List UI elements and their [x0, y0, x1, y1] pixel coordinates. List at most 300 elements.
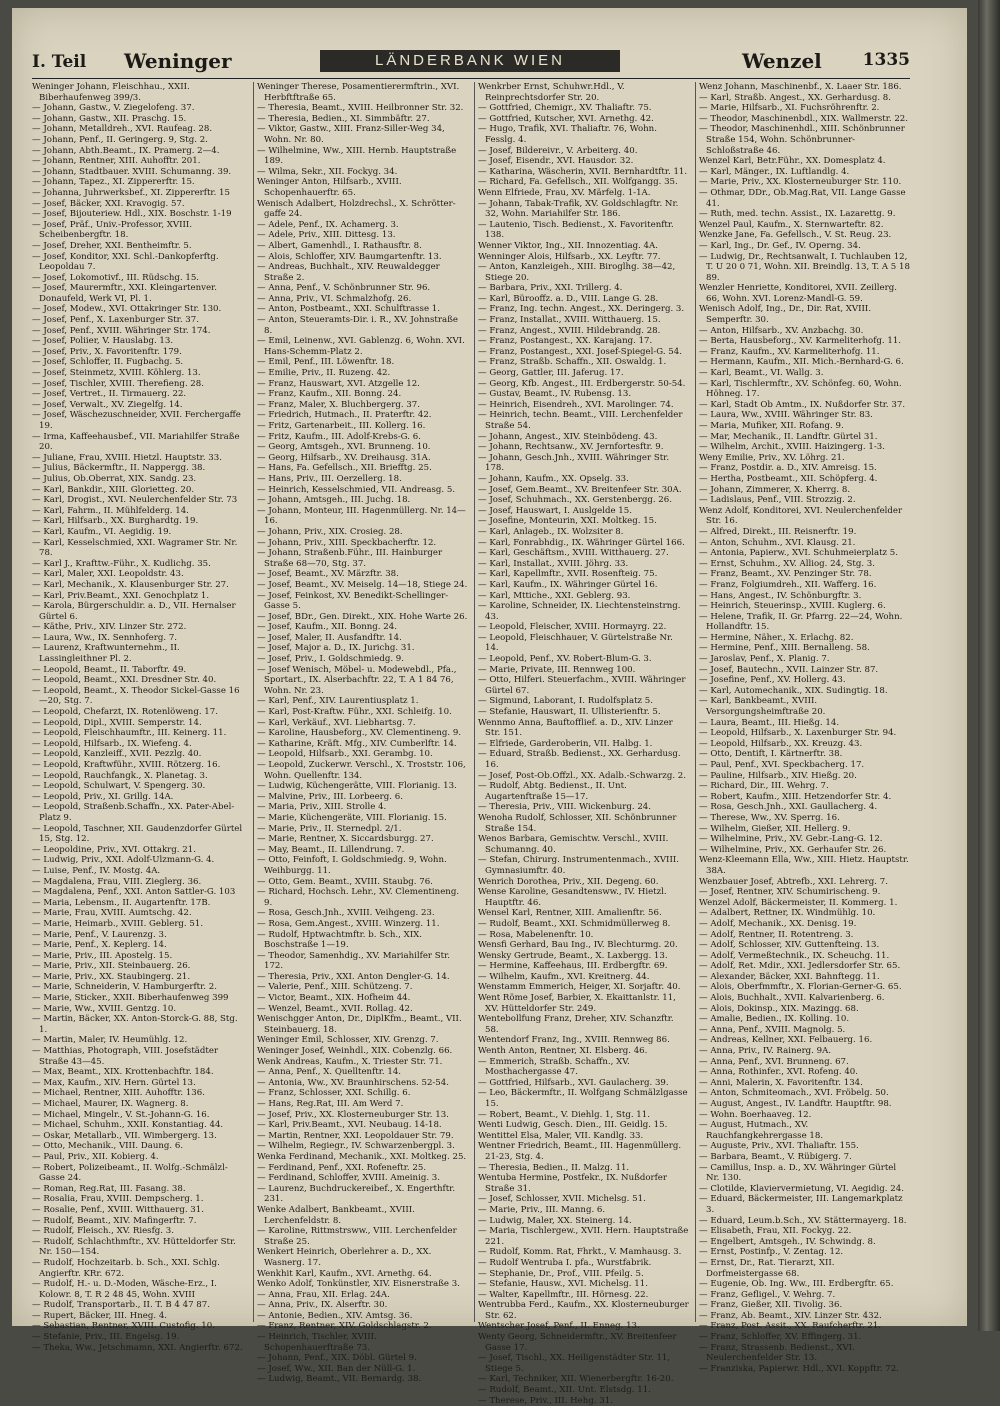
directory-entry: — Leopold, Penf., XV. Robert-Blum-G. 3. — [478, 654, 652, 665]
directory-entry: — Josef, Schloffer, II. Fugbachg. 5. — [32, 357, 184, 368]
directory-entry: — Karl, Fahrm., II. Mühlfelderg. 14. — [32, 505, 189, 516]
directory-entry: — Theodor, Samenhdig., XV. Mariahilfer Str. 172. — [257, 950, 450, 972]
directory-entry: — Hermine, Penf., XIII. Bernalleng. 58. — [699, 643, 870, 654]
directory-entry: — Leopold, Hilfsarb., X. Laxenburger Str. 94. — [699, 728, 897, 739]
directory-entry: — Anna, Penf., XVIII. Magnolg. 5. — [699, 1024, 846, 1035]
directory-entry: — Wilhelmine, Ww., XIII. Hernb. Hauptstraße 189. — [257, 145, 457, 167]
directory-entry: — Johann, Metalldreh., XVI. Raufeag. 28. — [32, 124, 213, 135]
directory-entry: — Karoline, Schneider, IX. Liechtensteinstrng. 43. — [478, 601, 681, 622]
directory-entry: — Josef, Tischler, XVIII. Therefieng. 28. — [32, 378, 204, 389]
directory-entry: — Heinrich, Eisendreh., XVI. Marolinger. 74. — [478, 399, 674, 410]
directory-entry: — Michael, Mingelr., V. St.-Johann-G. 16. — [32, 1109, 210, 1120]
directory-entry: — Karl, Penf., XIV. Laurentiusplatz 1. — [257, 696, 419, 707]
directory-entry: — Hans, Reg.Rat, III. Am Werd 7. — [257, 1099, 404, 1109]
directory-entry: — Franz, Maler, X. Bluchbergerg. 37. — [257, 399, 420, 410]
directory-entry: — Rudolf, Abtg. Bedienst., II. Unt. Augartenftraße 15—17. — [478, 781, 627, 802]
directory-entry: — Maria, Tischlergew., XVII. Hern. Hauptstraße 221. — [478, 1226, 689, 1247]
directory-entry: — Josefine, Penf., XV. Hollerg. 43. — [699, 675, 846, 686]
directory-entry: — Johann, Rechtsanw., XV. Jernfortesftr. 9. — [478, 442, 664, 453]
directory-entry: Wenzbauer Josef, Abtrefb., XXI. Lehrerg. 7. — [699, 876, 888, 887]
column-4 — [695, 82, 910, 1374]
directory-entry: Wenkrber Ernst, Schuhwr.Hdl., V. Reinprechtsdorfer Str. 20. — [478, 82, 625, 103]
directory-entry: — Eugenie, Ob. Ing. Ww., III. Erdbergftr. 65. — [699, 1279, 894, 1290]
directory-entry: — Anna, Priv., IX. Alserftr. 30. — [257, 1300, 388, 1311]
directory-entry: — Malvine, Priv., III. Lorbeerg. 6. — [257, 791, 403, 802]
directory-entry: — Anna, Frau, XII. Erlag. 24A. — [257, 1289, 390, 1300]
directory-entry: — Marie, Private, III. Rennweg 100. — [478, 664, 636, 675]
directory-entry: — Adolf, Ret. Mdir., XXI. Jedlersdorfer Str. 65. — [699, 961, 901, 972]
directory-entry: — Marie, Penf., X. Keplerg. 14. — [32, 940, 167, 951]
directory-entry: — Juliane, Frau, XVIII. Hietzl. Hauptstr. 33. — [32, 452, 222, 463]
directory-entry: — Leopold, Taschner, XII. Gaudenzdorfer Gürtel 15, Stg. 12. — [32, 823, 243, 845]
directory-entry: Wenzler Henriette, Konditorei, XVII. Zeillerg. 66, Wohn. XVI. Lorenz-Mandl-G. 59. — [699, 283, 897, 304]
directory-entry: — Josef, Schlosser, XVII. Michelsg. 51. — [478, 1194, 646, 1205]
directory-entry: — Heinrich, Tischler, XVIII. Schopenhauerftraße 73. — [257, 1332, 377, 1353]
directory-entry: — Johann, Gesch.Jnh., XVIII. Währinger Str. 178. — [478, 452, 670, 474]
directory-entry: — Barbara, Priv., XXI. Trillerg. 4. — [478, 283, 623, 294]
directory-entry: — Maria, Mufiker, XII. Rofang. 9. — [699, 421, 844, 431]
directory-entry: — Rosalie, Penf., XVIII. Witthauerg. 31. — [32, 1204, 204, 1215]
directory-entry: — Antonie, Bedien., XIV. Amtsg. 36. — [257, 1310, 413, 1321]
directory-entry: — Karl, Tischlermftr., XV. Schönfeg. 60, Wohn. Höhneg. 17. — [699, 378, 902, 400]
directory-entry: Wenzke Jane, Fa. Gefellsch., V. St. Reug. 23. — [699, 230, 892, 241]
directory-entry: — Leopold, Schulwart, V. Spengerg. 30. — [32, 781, 206, 792]
directory-entry: — Leopold, Beamt., XXI. Dresdner Str. 40. — [32, 675, 217, 686]
directory-entry: — August, Hutmach., XV. Rauchfangkehrergasse 18. — [699, 1120, 824, 1141]
directory-entry: — Josef, Bijouteriew. Hdl., XIX. Boschstr. 1-19 — [32, 209, 232, 220]
directory-entry: — Johann, Stadtbauer. XVIII. Schumanng. 39. — [32, 166, 232, 177]
directory-entry: — Franz, Gefligel., V. Wehrg. 7. — [699, 1289, 836, 1300]
directory-entry: — Wilhelmine, Priv., XV. Gebr.-Lang-G. 12. — [699, 834, 883, 845]
directory-entry: — Leopold, Chefarzt, IX. Rotenlöweng. 17. — [32, 707, 218, 718]
directory-entry: — Johann, Tabak-Trafik, XV. Goldschlagftr. Nr. 32, Wohn. Mariahilfer Str. 186. — [478, 198, 679, 220]
directory-entry: Wenos Barbara, Gemischtw. Verschl., XVIII. Schumanng. 40. — [478, 834, 669, 855]
directory-entry: — Josefine, Monteurin, XXI. Moltkeg. 15. — [478, 516, 657, 527]
directory-entry: — Maria, Lebensm., II. Augartenftr. 17B. — [32, 897, 211, 908]
directory-entry: — Franz, Kaufm., XII. Bonng. 24. — [257, 389, 402, 400]
directory-entry: — Alois, Buchhalt., XVII. Kalvarienberg. 6. — [699, 993, 885, 1004]
directory-entry: — Josef, BDr., Gen. Direkt., XIX. Hohe Warte 26. — [257, 611, 468, 622]
column-3 — [474, 82, 689, 1406]
page-number: 1335 — [862, 50, 910, 70]
directory-entry: — Theodor, Maschinenhdl., XIII. Schönbrunner Straße 154, Wohn. Schönbrunner-Schloßstraße 46. — [699, 124, 905, 156]
directory-entry: Wenke Adalbert, Bankbeamt., XVIII. Lerchenfeldstr. 8. — [257, 1204, 415, 1226]
directory-entry: — Leopold, Fleischhauer, V. Gürtelstraße Nr. 14. — [478, 632, 673, 654]
directory-entry: — Karoline, Rittmstrsww., VIII. Lerchenfelder Straße 25. — [257, 1226, 457, 1247]
directory-entry: — Karl, Maler, XXI. Leopoldstr. 43. — [32, 569, 184, 580]
directory-entry: — Marie, Priv., III. Manng. 6. — [478, 1204, 606, 1215]
directory-entry: — Antonia, Ww., XV. Braunhirschens. 52-54. — [257, 1077, 449, 1088]
directory-entry: — Barbara, Beamt., V. Rübigerg. 7. — [699, 1151, 852, 1162]
directory-entry: — Lautenio, Tisch. Bedienst., X. Favoritenftr. 138. — [478, 219, 674, 241]
directory-entry: — Johanna, Juhrwerksbef., XI. Zippererftr. 15 — [32, 187, 230, 198]
directory-entry: Wenth Anton, Rentner, XI. Elsberg. 46. — [478, 1046, 648, 1057]
directory-entry: — Josef, Major a. D., IX. Jurichg. 31. — [257, 643, 415, 654]
directory-entry: — Johann, Zimmerer, X. Kherrg. 8. — [699, 484, 851, 495]
directory-entry: — Elisabeth, Frau, XII. Fockyg. 22. — [699, 1226, 852, 1237]
directory-entry: — Wilma, Sekr., XII. Fockyg. 34. — [257, 166, 398, 177]
directory-entry: — Ludwig, Priv., XXI. Adolf-Ulzmann-G. 4. — [32, 855, 215, 866]
directory-entry: — Karl, Mänger., IX. Luftlandlg. 4. — [699, 166, 850, 177]
directory-entry: — Anna, Penf., X. Quelltenftr. 14. — [257, 1067, 402, 1078]
directory-entry: — Karl, Bankdir., XIII. Glorietteg. 20. — [32, 484, 195, 495]
directory-entry: — Sigmund, Laborant, I. Rudolfsplatz 5. — [478, 696, 653, 707]
directory-entry: Wenzel Paul, Kaufm., X. Sternwarteftr. 82. — [699, 219, 884, 230]
directory-entry: — Marie, Küchengeräte, VIII. Florianig. 15. — [257, 812, 447, 823]
directory-entry: — Alois, Schloffer, XIV. Baumgartenftr. 13. — [257, 251, 442, 262]
directory-entry: — Johann, Gastw., XII. Praschg. 15. — [32, 113, 187, 124]
directory-entry: — Ernst, Dr., Rat. Tierarzt, XII. Dorfmeistergasse 68. — [699, 1257, 835, 1279]
directory-entry: — Theresia, Priv., VIII. Wickenburg. 24. — [478, 802, 651, 813]
directory-entry: — Marie, Priv., XII. Steinbauerg. 26. — [32, 961, 191, 972]
directory-entry: — Leopoldine, Priv., XVI. Ottakrg. 21. — [32, 844, 196, 855]
directory-entry: — Hans, Priv., III. Oerzellerg. 18. — [257, 473, 402, 484]
directory-entry: — Josef, Priv., I. Goldschmiedg. 9. — [257, 654, 404, 665]
directory-entry: — Franz, Schloffer, XV. Effingerg. 31. — [699, 1332, 862, 1343]
directory-entry: Wentrubba Ferd., Kaufm., XX. Klosterneuburger Str. 62. — [478, 1300, 689, 1321]
directory-entry: — Fritz, Kaufm., III. Adolf-Krebs-G. 6. — [257, 431, 421, 442]
directory-entry: — Gottfried, Hilfsarb., XVI. Gaulacherg. 39. — [478, 1077, 669, 1088]
directory-entry: — Rudolf Wentruba I. pfa., Wurstfabrik. — [478, 1257, 652, 1268]
directory-entry: — Adolf, Rentner, II. Rotentreng. 3. — [699, 929, 854, 940]
directory-entry: — Alfred, Direkt., III. Reisnerftr. 19. — [699, 526, 857, 537]
directory-entry: — Franz, Installat., XVIII. Witthauerg. 15. — [478, 315, 661, 326]
directory-entry: — Leopold, Straßenb.Schaffn., XX. Pater-Abel-Platz 9. — [32, 802, 235, 823]
directory-entry: — Anton, Postbeamt., XXI. Schulftrasse 1. — [257, 304, 440, 315]
directory-entry: — Jaroslav, Penf., X. Planig. 7. — [699, 654, 830, 665]
directory-entry: — Stefanie, Hauswart, II. Ullisterienftr. 5. — [478, 707, 661, 718]
directory-entry: — Otto, Gem. Beamt., XVIII. Staubg. 76. — [257, 876, 433, 887]
directory-entry: — Adele, Priv., XIII. Dittesg. 13. — [257, 230, 396, 241]
directory-entry: — Josef, Lokomotivf., III. Rüdschg. 15. — [32, 272, 200, 283]
directory-entry: — Josef, Steinmetz, XVIII. Köhlerg. 13. — [32, 368, 201, 379]
directory-entry: — Johann, Amtsgeh., III. Juchg. 18. — [257, 495, 411, 506]
directory-entry: — Karl, Ing., Dr. Gef., IV. Operng. 34. — [699, 240, 861, 251]
directory-entry: — Wilhelmine, Priv., XX. Gerhaufer Str. 26. — [699, 844, 887, 855]
directory-entry: — Oskar, Metallarb., VII. Wimbergerg. 13. — [32, 1130, 217, 1141]
directory-entry: — Marie, Schneiderin, V. Hamburgerftr. 2. — [32, 982, 217, 993]
directory-entry: — Karl, Bankbeamt., XVIII. Versorgungsheimftraße 20. — [699, 696, 826, 718]
directory-entry: — Rosa, Gesch.Jnh., XVIII. Veihgeng. 23. — [257, 908, 435, 919]
directory-entry: — Leopold, Beamt., X. Theodor Sickel-Gasse 16—20, Stg. 7. — [32, 685, 240, 707]
directory-entry: — Anni, Malerin, X. Favoritenftr. 134. — [699, 1077, 863, 1088]
directory-entry: — Anton, Schmiteomach., XVI. Fröbelg. 50. — [699, 1088, 889, 1099]
directory-entry: Wentebollfung Franz, Dreher, XIV. Schanzftr. 58. — [478, 1014, 674, 1035]
directory-entry: — Karl, Bürooffz. a. D., VIII. Lange G. 28. — [478, 293, 659, 304]
directory-entry: — Heinrich, Steuerinsp., XVIII. Kuglerg. 6. — [699, 601, 886, 612]
directory-entry: — Gottfried, Kutscher, XVI. Arnethg. 42. — [478, 113, 654, 124]
directory-entry: Wenoha Rudolf, Schlosser, XII. Schönbrunner Straße 154. — [478, 812, 677, 834]
directory-entry: — Johann, Tapez., XI. Zippererftr. 15. — [32, 177, 195, 188]
directory-entry: Wentendorf Franz, Ing., XVIII. Rennweg 86. — [478, 1035, 670, 1046]
directory-entry: — Franz, Ab. Beamt., XIV. Linzer Str. 432. — [699, 1310, 882, 1321]
directory-entry: — Ferdinand, Schloffer, XVIII. Ameinig. 3. — [257, 1173, 441, 1184]
directory-entry: — Camillus, Insp. a. D., XV. Währinger Gürtel Nr. 130. — [699, 1162, 897, 1184]
directory-entry: — Josef, Konditor, XXI. Schl.-Dankopferftg. Leopoldau 7. — [32, 251, 219, 273]
directory-entry: — Engelbert, Amtsgeh., IV. Schwindg. 8. — [699, 1236, 876, 1247]
directory-entry: — Anna, Penf., XVI. Brunneng. 67. — [699, 1056, 849, 1067]
directory-entry: — Georg, Kfb. Angest., III. Erdbergerstr. 50-54. — [478, 378, 686, 389]
directory-entry: — Karl, Kaufm., IX. Währinger Gürtel 16. — [478, 579, 658, 590]
directory-entry: — Stefan, Chirurg. Instrumentenmach., XVIII. Gymnasiumftr. 40. — [478, 855, 679, 876]
directory-entry: — Rudolf, Fleisch., XV. Riesfg. 3. — [32, 1226, 174, 1237]
directory-entry: — Josef, Bäcker, XXI. Kravogig. 57. — [32, 198, 185, 209]
directory-entry: — Rudolf, Beamt., XII. Unt. Elstsdg. 11. — [478, 1385, 651, 1396]
directory-entry: — Matthias, Photograph, VIII. Josefstädter Straße 43—45. — [32, 1046, 219, 1067]
directory-entry: — Marie, Rentner, X. Siccardsburgg. 27. — [257, 834, 434, 845]
directory-entry: — Anna, Penf., V. Schönbrunner Str. 96. — [257, 283, 431, 294]
directory-entry: — Magdalena, Frau, VIII. Zieglerg. 36. — [32, 876, 202, 887]
directory-entry: — Michael, Maurer, IX. Wagnerg. 8. — [32, 1099, 189, 1109]
directory-entry: — Richard, Hochsch. Lehr., XV. Clementineng. 9. — [257, 887, 460, 908]
advertising-banner: LÄNDERBANK WIEN — [320, 50, 620, 72]
directory-entry: — Rudolf, Beamt., XIV. Mafingerftr. 7. — [32, 1215, 197, 1226]
column-2 — [253, 82, 468, 1385]
directory-entry: — Franz, Beamt., XV. Penzinger Str. 78. — [699, 569, 872, 580]
directory-entry: — Karl, Beamt., VI. Wallg. 3. — [699, 368, 824, 379]
directory-entry: — Karl, Fonrabhdig., IX. Währinger Gürtel 166. — [478, 537, 685, 548]
directory-entry: — Ernst, Postinfp., V. Zentag. 12. — [699, 1247, 844, 1258]
directory-entry: Went Röme Josef, Barbier, X. Ekaittanlstr. 11, XV. Hütteldorfer Str. 249. — [478, 993, 676, 1014]
directory-entry: — Karl, Kapellmftr., XVII. Rosenfteig. 75. — [478, 569, 658, 580]
directory-entry: — Ernst, Schuhm., XV. Alliog. 24, Stg. 3. — [699, 558, 875, 569]
directory-entry: — Karl, Installat., XVIII. Jöhrg. 33. — [478, 558, 629, 569]
directory-entry: — Josef, Modew., XVI. Ottakringer Str. 130. — [32, 304, 222, 315]
directory-entry: — Michael, Rentner, XIII. Auhofftr. 136. — [32, 1088, 205, 1099]
directory-entry: Wense Karoline, Gesandtensww., IV. Hietzl. Hauptftr. 46. — [478, 887, 667, 908]
directory-entry: — Laura, Ww., IX. Sennhoferg. 7. — [32, 632, 178, 643]
directory-entry: Wenz Johann, Maschinenbf., X. Laaer Str. 186. — [699, 82, 902, 92]
directory-entry: — Hans, Fa. Gefellsch., XII. Briefftg. 25. — [257, 463, 432, 474]
directory-entry: — Rudolf, Beamt., XXI. Schmidmüllerweg 8. — [478, 918, 671, 929]
directory-entry: — Martin, Bäcker, XX. Anton-Storck-G. 88, Stg. 1. — [32, 1014, 238, 1035]
directory-entry: — Karl, Straßb. Angest., XX. Gerhardusg. 8. — [699, 92, 891, 103]
directory-entry: — Max, Beamt., XIX. Krottenbachftr. 184. — [32, 1067, 214, 1078]
directory-entry: — Franz, Straßb. Schaffn., XII. Oswaldg. 1. — [478, 357, 667, 368]
directory-entry: — Franz, Angest., XVIII. Hildebrandg. 28. — [478, 325, 661, 336]
directory-entry: — Karl, Geschäftsm., XVIII. Witthauerg. 27. — [478, 548, 669, 559]
directory-entry: — Josef, Penf., X. Laxenburger Str. 37. — [32, 315, 199, 326]
directory-entry: — Josef, Rentner, XIV. Schumirischeng. 9. — [699, 887, 881, 898]
directory-entry: Wenty Georg, Schneidermftr., XV. Breitenfeer Gasse 17. — [478, 1332, 677, 1353]
directory-entry: — Josef, Gem.Beamt., XV. Breitenfeer Str. 30A. — [478, 484, 682, 495]
directory-entry: Wenk Andreas, Kaufm., X. Triester Str. 71. — [257, 1056, 443, 1067]
directory-entry: — Hertha, Postbeamt., XII. Schöpferg. 4. — [699, 473, 878, 484]
directory-entry: — Josef, Beamt., XV. Meiselg. 14—18, Stiege 24. — [257, 579, 468, 590]
directory-entry: — Robert, Beamt., V. Diehlg. 1, Stg. 11. — [478, 1109, 650, 1120]
directory-entry: — Leopold, Hilfsarb., IX. Wiefeng. 4. — [32, 738, 192, 749]
directory-entry: — Ludwig, Küchengerätte, VIII. Florianig. 13. — [257, 781, 457, 792]
directory-entry: — Josef, Penf., XVIII. Währinger Str. 174. — [32, 325, 211, 336]
directory-entry: — Theodor, Maschinenbdl., XIX. Wallmerstr. 22. — [699, 113, 908, 124]
directory-entry: — Käthe, Priv., XIV. Linzer Str. 272. — [32, 622, 187, 633]
directory-entry: — May, Beamt., II. Lillendrung. 7. — [257, 844, 405, 855]
directory-entry: — Heinrich, Kesselschmied, VII. Andreasg. 5. — [257, 484, 456, 495]
directory-entry: — Franz, Ing. techn. Angest., XX. Deringerg. 3. — [478, 304, 685, 315]
directory-entry: Wenti Ludwig, Gesch. Dien., III. Geidlg. 15. — [478, 1120, 668, 1131]
directory-entry: — Franz, Strassenb. Bedienst., XVI. Neulerchenfelder Str. 13. — [699, 1342, 855, 1364]
directory-entry: — Anna, Priv., VI. Schmalzhofg. 26. — [257, 293, 412, 304]
column-1 — [32, 82, 246, 1353]
directory-entry: — Paul, Priv., XII. Kobierg. 4. — [32, 1151, 159, 1162]
directory-entry: — Julius, Ob.Oberrat, XIX. Sandg. 23. — [32, 473, 197, 484]
directory-entry: Weninger Anton, Hilfsarb., XVIII. Schopenhauerftr. 65. — [257, 177, 402, 198]
directory-entry: — Franziska, Papierwr. Hdl., XVI. Koppftr. 72. — [699, 1363, 899, 1374]
directory-entry: — Marie, Penf., V. Laurenzg. 3. — [32, 929, 167, 940]
directory-entry: — Josef Wenisch, Möbel- u. Modewebdl., Pfa., Sportart., IX. Alserbachftr. 22, T. A 1 84 76, Wohn. Nr. 23. — [257, 664, 457, 696]
directory-entry: — Johann, Rentner, XIII. Auhofftr. 201. — [32, 156, 201, 167]
directory-entry: — Josef, Ww., XII. Ban der Nüll-G. 1. — [257, 1363, 416, 1374]
directory-entry: — Alois, Oberfmmftr., X. Florian-Gerner-G. 65. — [699, 982, 902, 993]
right-running-head: Wenzel — [742, 49, 822, 73]
directory-entry: — Johann, Kaufm., XX. Opselg. 33. — [478, 473, 629, 484]
directory-entry: — Therese, Priv., III. Hehg. 31. — [478, 1395, 613, 1406]
directory-entry: — Marie, Priv., III. Apostelg. 15. — [32, 950, 173, 961]
directory-entry: — Rudolf, Komm. Rat, Fhrkt., V. Mamhausg. 3. — [478, 1247, 682, 1258]
directory-entry: — Theresia, Bedien., II. Malzg. 11. — [478, 1162, 630, 1173]
directory-entry: — Theresia, Priv., XXI. Anton Dengler-G. 14. — [257, 971, 450, 982]
directory-entry: — Antonia, Papierw., XVI. Schuhmeierplatz 5. — [699, 548, 899, 559]
directory-entry: Wenstamm Emmerich, Heiger, XI. Sorjaftr. 40. — [478, 982, 681, 993]
directory-entry: — Ruth, med. techn. Assist., IX. Lazarettg. 9. — [699, 209, 896, 220]
directory-entry: — Pauline, Hilfsarb., XIV. Hießg. 20. — [699, 770, 857, 781]
directory-entry: — Franz, Postdir. a. D., XIV. Amreisg. 15. — [699, 463, 877, 474]
directory-entry: — Josef, Beamt., XV. Märzftr. 38. — [257, 569, 399, 580]
directory-entry: — Adolf, Mechanik., XX. Denisg. 19. — [699, 918, 857, 929]
directory-entry: — Franz, Schlosser, XXI. Schillg. 6. — [257, 1088, 411, 1099]
directory-entry: — Katharina, Wäscherin, XVII. Bernhardtftr. 11. — [478, 166, 688, 177]
directory-entry: — Josef, Post-Ob.Offzl., XX. Adalb.-Schwarzg. 2. — [478, 770, 686, 781]
directory-entry: — Anton, Steueramts-Dir. i. R., XV. Johnstraße 8. — [257, 315, 458, 336]
directory-entry: Wenrich Dorothea, Priv., XII. Degeng. 60. — [478, 876, 659, 887]
directory-entry: Wentscher Josef, Penf., II. Enneg. 13. — [478, 1321, 640, 1332]
directory-entry: — Emil, Leinenw., XVI. Gablenzg. 6, Wohn. XVI. Hans-Schemm-Platz 2. — [257, 336, 465, 357]
directory-entry: Wenzel Karl, Betr.Führ., XX. Domesplatz 4. — [699, 156, 886, 167]
directory-entry: — Franz, Hauswart, XVI. Atzgelle 12. — [257, 378, 420, 389]
directory-entry: — Karl, Techniker, XII. Wienerbergftr. 16-20. — [478, 1374, 674, 1385]
directory-entry: — Laura, Ww., XVIII. Währinger Str. 83. — [699, 410, 873, 421]
directory-entry: — Marie, Hilfsarb., XI. Fuchsröhrenftr. 2. — [699, 103, 880, 114]
directory-entry: Weninger Therese, Posamentierermftrin., XVI. Herbftftraße 65. — [257, 82, 460, 103]
directory-entry: — Johann, Penf., II. Geringerg. 9, Stg. 2. — [32, 134, 208, 145]
directory-entry: — Rosa, Gesch.Jnh., XXI. Gaullacherg. 4. — [699, 802, 878, 813]
directory-entry: — Anna, Rothinfer., XVI. Rofeng. 40. — [699, 1067, 858, 1078]
directory-entry: — Stefanie, Priv., III. Engelsg. 19. — [32, 1332, 180, 1343]
directory-entry: — Hermine, Näher., X. Erlachg. 82. — [699, 632, 854, 643]
directory-entry: — Berta, Hausbeforg., XV. Karmeliterhofg. 11. — [699, 336, 902, 347]
directory-entry: — Michael, Schuhm., XXII. Konstantiag. 44. — [32, 1120, 224, 1131]
directory-entry: Wenninger Alois, Hilfsarb., XX. Leyftr. 77. — [478, 251, 661, 262]
directory-entry: — August, Angest., IV. Landftr. Hauptftr. 98. — [699, 1099, 892, 1109]
directory-entry: — Johann, Gastw., V. Ziegelofeng. 37. — [32, 103, 195, 114]
directory-entry: — Franz, Folgiumdreh., XII. Wafferg. 16. — [699, 579, 877, 590]
directory-entry: — Johann, Penf., XIX. Döbl. Gürtel 9. — [257, 1353, 417, 1364]
directory-entry: — Magdalena, Penf., XXI. Anton Sattler-G. 103 — [32, 887, 236, 898]
directory-entry: — Wilhelm, Archit., XVIII. Haizingerg. 1-3. — [699, 442, 885, 453]
directory-entry: — Karl, Mttiche., XXI. Geblerg. 93. — [478, 590, 631, 601]
directory-entry: — Johann, Straßenb.Führ., III. Hainburger Straße 68—70, Stg. 37. — [257, 548, 443, 569]
directory-entry: — Karl J., Krafttw.-Führ., X. Kudlichg. 35. — [32, 558, 211, 569]
directory-entry: — Emmerich, Straßb. Schaffn., XV. Mosthachergasse 47. — [478, 1056, 630, 1078]
directory-entry: — Marie, Ww., XVIII. Gentzg. 10. — [32, 1003, 177, 1014]
directory-entry: — Karola, Bürgerschuldir. a. D., VII. Hernalser Gürtel 6. — [32, 601, 236, 622]
directory-entry: Wennmo Anna, Bauftofflief. a. D., XIV. Linzer Str. 151. — [478, 717, 673, 739]
directory-entry: — Otto, Mechanik., VIII. Daung. 6. — [32, 1141, 184, 1152]
directory-entry: — Karl, Priv.Beamt., XXI. Genochplatz 1. — [32, 590, 210, 601]
directory-entry: — Leopold, Hilfsarb., XX. Kreuzg. 43. — [699, 738, 863, 749]
directory-entry: — Johann, Abth.Beamt., IX. Pramerg. 2—4. — [32, 145, 220, 156]
directory-entry: — Friedrich, Hutmach., II. Praterftr. 42. — [257, 410, 432, 421]
directory-entry: — Karl, Automechanik., XIX. Sudingtig. 18. — [699, 685, 888, 696]
directory-entry: — Rudolf, Hptwachtmftr. b. Sch., XIX. Boschstraße 1—19. — [257, 929, 422, 951]
directory-entry: — Wilhelm, Gießer, XII. Hellerg. 9. — [699, 823, 851, 834]
directory-entry: — Josef, Kaufm., XII. Bonng. 24. — [257, 622, 397, 633]
directory-entry: — Rupert, Bäcker, III. Hneg. 4. — [32, 1310, 168, 1321]
directory-entry: — Ladislaus, Penf., VIII. Strozzig. 2. — [699, 495, 856, 506]
directory-entry: Wenz-Kleemann Ella, Ww., XIII. Hietz. Hauptstr. 38A. — [699, 855, 909, 876]
directory-entry: — Georg, Gattler, III. Jaferug. 17. — [478, 368, 624, 379]
directory-entry: Wenisch Adalbert, Holzdrechsl., X. Schrötter-gaffe 24. — [257, 198, 456, 220]
directory-entry: — Georg, Amtsgeh., XVI. Brunneng. 10. — [257, 442, 431, 453]
directory-entry: — Paul, Penf., XVI. Speckbacherg. 17. — [699, 760, 865, 770]
directory-entry: Wenischgger Anton, Dr., DiplKfm., Beamt., VII. Steinbauerg. 18. — [257, 1014, 462, 1035]
directory-entry: — Leopold, Zuckerwr. Verschl., X. Troststr. 106, Wohn. Quellenftr. 134. — [257, 760, 466, 781]
directory-entry: — Josef, Bildereivr., V. Arbeiterg. 40. — [478, 145, 638, 156]
directory-entry: — Hermann, Kaufm., XII. Mich.-Bernhard-G. 6. — [699, 357, 904, 368]
directory-entry: — Emil, Penf., III. Löwenftr. 18. — [257, 357, 395, 368]
directory-entry: — Josef, Schuhmach., XX. Gerstenbergg. 26. — [478, 495, 672, 506]
directory-entry: — Franz, Post. Assit., XX. Raufcherftr. 21. — [699, 1321, 882, 1332]
directory-entry: — Alois, Dokinsp., XIX. Mazingg. 68. — [699, 1003, 859, 1014]
directory-entry: — Andreas, Buchhalt., XIV. Reuwaldegger Straße 2. — [257, 262, 440, 283]
directory-entry: — Wilhelm, Regiegr., IV. Schwarzenbergpl. 3. — [257, 1141, 455, 1152]
directory-entry: — Franz, Postangest., XXI. Josef-Spiegel-G. 54. — [478, 346, 682, 357]
directory-entry: — Rudolf, Hochzeitarb. b. Sch., XXI. Schlg. Angierftr. KRr. 672. — [32, 1257, 220, 1279]
directory-entry: — Josef, Eisendr., XVI. Hausdor. 32. — [478, 156, 634, 167]
directory-entry: — Josef, Priv., XX. Klosterneuburger Str. 13. — [257, 1109, 449, 1120]
directory-entry: — Wenzel, Beamt., XVII. Rollag. 42. — [257, 1003, 413, 1014]
directory-entry: — Otto, Hilferi. Steuerfachm., XVIII. Währinger Gürtel 67. — [478, 675, 686, 696]
directory-entry: Wenkert Heinrich, Oberlehrer a. D., XX. Wasnerg. 17. — [257, 1247, 432, 1268]
directory-entry: — Josef, Wäschezuschneider, XVII. Ferchergaffe 19. — [32, 410, 241, 431]
directory-entry: — Sebastian, Rentner, XVIII. Custofig. 10. — [32, 1321, 215, 1332]
directory-entry: — Anna, Priv., IV. Rainerg. 9A. — [699, 1046, 832, 1057]
left-running-head: Weninger — [124, 49, 232, 73]
directory-entry: — Othmar, DDr., Ob.Mag.Rat, VII. Lange Gasse 41. — [699, 187, 906, 209]
directory-entry: — Wilhelm, Kaufm., XVI. Kreitnerg. 44. — [478, 971, 650, 982]
directory-entry: — Otto, Dentift, I. Kärtnerftr. 38. — [699, 749, 843, 760]
directory-entry: — Katharine, Kräft. Mfg., XIV. Cumberlftr. 14. — [257, 738, 457, 749]
directory-entry: — Josef, Vertret., II. Tirmauerg. 22. — [32, 389, 187, 400]
directory-entry: — Franz, Gießer, XII. Tivolig. 36. — [699, 1300, 843, 1311]
directory-entry: — Albert, Gamenhdl., I. Rathausftr. 8. — [257, 240, 422, 251]
directory-entry: — Theka, Ww., Jetschmamn, XXI. Angierftr. 672. — [32, 1342, 243, 1353]
directory-page — [12, 8, 967, 1406]
directory-entry: — Richard, Fa. Gefellsch., XII. Wolfgangg. 35. — [478, 177, 678, 188]
directory-entry: — Leopold, Hilfsarb., XXI. Gerambg. 10. — [257, 749, 433, 760]
directory-entry: — Josef, Präf., Univ.-Professor, XVIII. Scheibenbergftr. 18. — [32, 219, 193, 241]
directory-entry: — Leopold, Kanzleiff., XVII. Pezzlg. 40. — [32, 749, 202, 760]
directory-entry: — Martin, Maler, IV. Heumühlg. 12. — [32, 1035, 188, 1046]
directory-entry: — Franz, Kaufm., XV. Karmeliterhofg. 11. — [699, 346, 880, 357]
directory-entry: Wenn Elfriede, Frau, XV. Märfelg. 1-1A. — [478, 187, 651, 198]
directory-entry: Wensel Karl, Rentner, XIII. Amalienftr. 56. — [478, 908, 662, 919]
directory-entry: — Josef, Tischl., XX. Heiligenstädter Str. 11, Stiege 5. — [478, 1353, 671, 1374]
directory-entry: — Adalbert, Rettner, IX. Windmühlg. 10. — [699, 908, 876, 919]
directory-entry: — Josef, Dreher, XXI. Bentheimftr. 5. — [32, 240, 192, 251]
directory-entry: — Adele, Penf., IX. Achamerg. 3. — [257, 219, 399, 230]
directory-entry: — Helene, Trafik, II. Gr. Pfarrg. 22—24, Wohn. Hollandftr. 15. — [699, 611, 903, 633]
